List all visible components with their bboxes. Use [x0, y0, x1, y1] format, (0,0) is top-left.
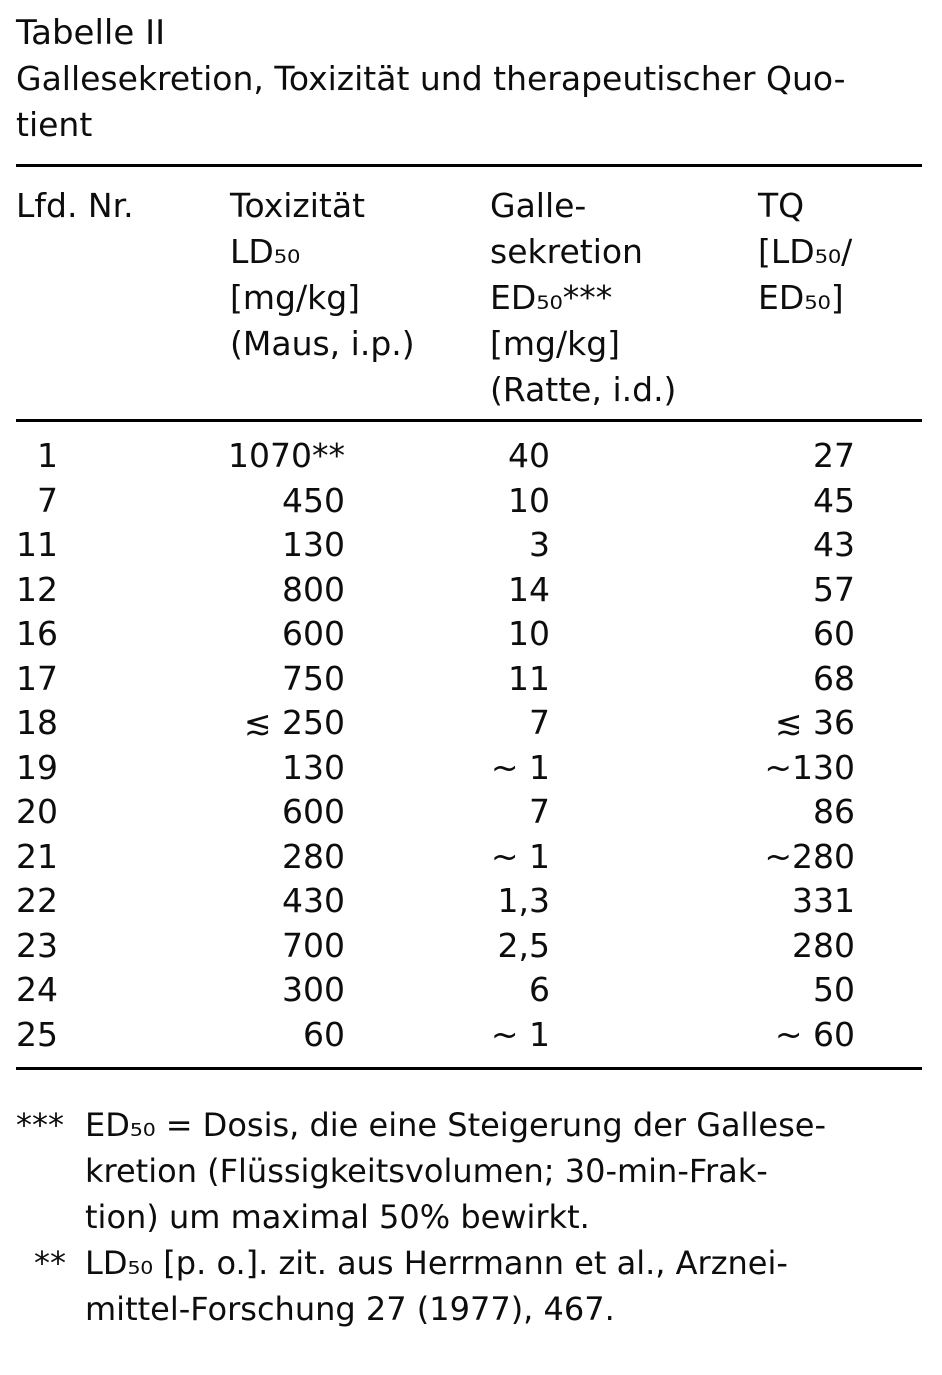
cell-lfd-nr: 25	[16, 1014, 58, 1054]
table-row	[16, 612, 922, 657]
cell-lfd-nr: 12	[16, 569, 58, 609]
footnote-ld50	[16, 1240, 922, 1332]
cell-tq: 50	[813, 970, 855, 1009]
table-row	[16, 701, 922, 746]
cell-tq: 60	[813, 614, 855, 653]
cell-ed50: 10	[508, 614, 550, 653]
table-row	[16, 968, 922, 1013]
header-lfd-nr: Lfd. Nr.	[16, 186, 134, 225]
cell-lfd-nr: 18	[16, 703, 58, 742]
cell-lfd-nr: 19	[16, 747, 58, 787]
cell-tq: ~ 60	[774, 1014, 855, 1054]
cell-ed50: 7	[529, 703, 550, 742]
table-row	[16, 657, 922, 702]
footnote-marker-triple-asterisk: ***	[16, 1106, 64, 1144]
table-row	[16, 835, 922, 880]
table-row	[16, 879, 922, 924]
table-row	[16, 523, 922, 568]
table-row	[16, 434, 922, 479]
cell-ld50: ≲ 250	[243, 703, 345, 742]
cell-lfd-nr: 23	[16, 925, 58, 965]
table-row	[16, 746, 922, 791]
cell-ld50: 600	[282, 792, 345, 831]
cell-lfd-nr: 1	[37, 436, 58, 475]
cell-tq: ~280	[764, 836, 855, 876]
header-tq: TQ [LD₅₀/ ED₅₀]	[758, 186, 853, 317]
cell-tq: 86	[813, 792, 855, 831]
cell-ld50: 800	[282, 569, 345, 609]
cell-tq: 27	[813, 436, 855, 475]
cell-tq: 68	[813, 658, 855, 698]
table-header-row	[16, 167, 922, 413]
cell-ld50: 430	[282, 881, 345, 920]
cell-ed50: 7	[529, 792, 550, 831]
cell-ed50: 1,3	[497, 881, 550, 920]
cell-ld50: 450	[282, 480, 345, 520]
cell-tq: 43	[813, 525, 855, 564]
header-gallesekretion-ed50: Galle- sekretion ED₅₀*** [mg/kg] (Ratte, i.d.)	[490, 186, 677, 409]
cell-lfd-nr: 11	[16, 525, 58, 564]
page-title: Tabelle II	[16, 13, 166, 53]
cell-lfd-nr: 7	[37, 480, 58, 520]
cell-ed50: 11	[508, 658, 550, 698]
cell-lfd-nr: 22	[16, 881, 58, 920]
cell-ed50: 6	[529, 970, 550, 1009]
cell-ld50: 700	[282, 925, 345, 965]
cell-tq: ≲ 36	[774, 703, 855, 742]
cell-tq: 331	[792, 881, 855, 920]
footnote-text: ED₅₀ = Dosis, die eine Steigerung der Gallese- kretion (Flüssigkeitsvolumen; 30-min-Frak- tion) um maximal 50% bewirkt.	[85, 1106, 826, 1236]
footnote-ed50	[16, 1102, 922, 1240]
cell-tq: 280	[792, 925, 855, 965]
cell-ed50: ~ 1	[490, 1014, 550, 1054]
cell-lfd-nr: 24	[16, 970, 58, 1009]
cell-tq: ~130	[764, 747, 855, 787]
page-subtitle: Gallesekretion, Toxizität und therapeutischer Quo- tient	[16, 59, 846, 144]
table-row	[16, 790, 922, 835]
footnotes-section	[16, 1102, 922, 1332]
cell-ed50: 3	[529, 525, 550, 564]
table-body	[16, 422, 922, 1057]
cell-ed50: 2,5	[497, 925, 550, 965]
cell-tq: 45	[813, 480, 855, 520]
cell-lfd-nr: 20	[16, 792, 58, 831]
cell-ed50: ~ 1	[490, 747, 550, 787]
cell-ed50: ~ 1	[490, 836, 550, 876]
horizontal-rule-bottom	[16, 1067, 922, 1070]
cell-lfd-nr: 21	[16, 836, 58, 876]
cell-lfd-nr: 17	[16, 658, 58, 698]
cell-ed50: 14	[508, 569, 550, 609]
cell-ed50: 40	[508, 436, 550, 475]
table-row	[16, 479, 922, 524]
table-row	[16, 1013, 922, 1058]
cell-ld50: 1070**	[228, 436, 345, 475]
cell-ld50: 280	[282, 836, 345, 876]
footnote-text: LD₅₀ [p. o.]. zit. aus Herrmann et al., Arznei- mittel-Forschung 27 (1977), 467.	[85, 1244, 788, 1328]
cell-ld50: 300	[282, 970, 345, 1009]
cell-lfd-nr: 16	[16, 614, 58, 653]
cell-ld50: 130	[282, 747, 345, 787]
footnote-marker-double-asterisk: **	[34, 1244, 66, 1282]
table-row	[16, 924, 922, 969]
table-row	[16, 568, 922, 613]
cell-ld50: 60	[303, 1014, 345, 1054]
cell-ld50: 600	[282, 614, 345, 653]
cell-ld50: 130	[282, 525, 345, 564]
cell-ld50: 750	[282, 658, 345, 698]
cell-ed50: 10	[508, 480, 550, 520]
header-toxizitaet-ld50: Toxizität LD₅₀ [mg/kg] (Maus, i.p.)	[230, 186, 415, 363]
cell-tq: 57	[813, 569, 855, 609]
